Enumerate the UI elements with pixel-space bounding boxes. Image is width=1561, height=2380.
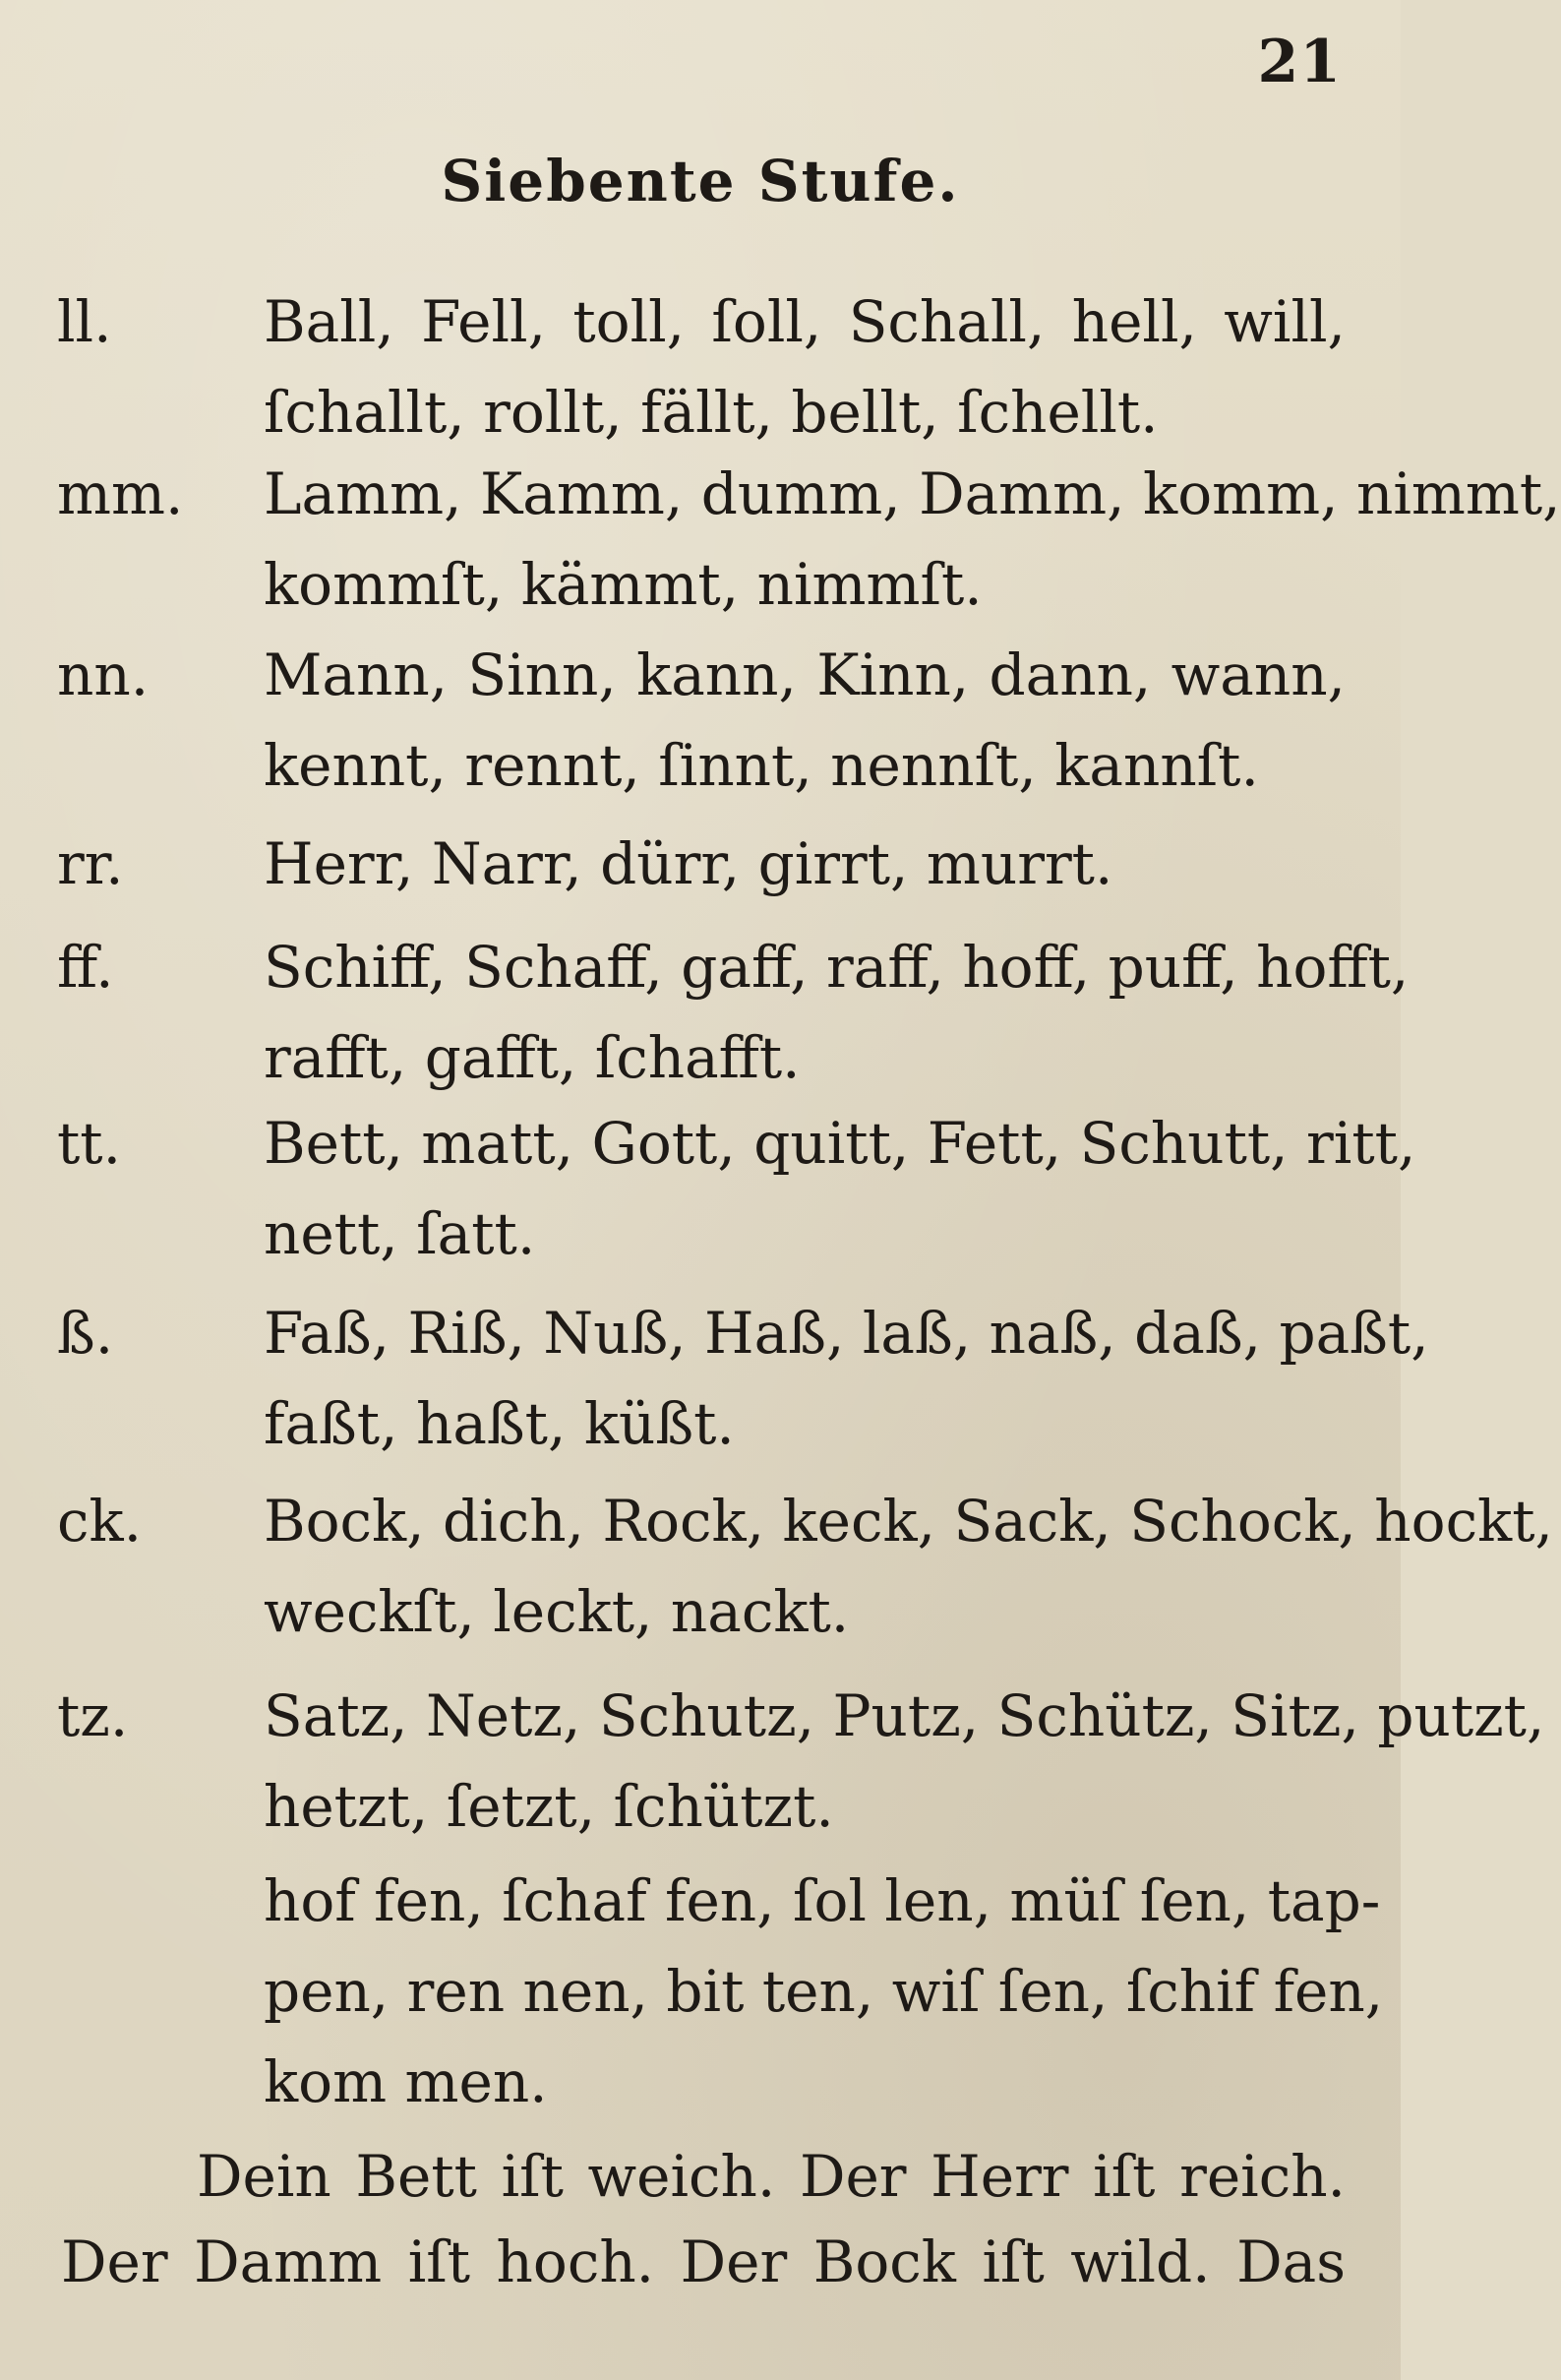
entry-line: Mann, Sinn, kann, Kinn, dann, wann, bbox=[264, 641, 1346, 708]
entry-label: ll. bbox=[57, 288, 112, 355]
entry-label: rr. bbox=[57, 830, 124, 897]
entry-label: tz. bbox=[57, 1682, 129, 1749]
entry-label: nn. bbox=[57, 641, 150, 708]
entry-line: faßt, haßt, küßt. bbox=[264, 1390, 735, 1457]
entry-label: mm. bbox=[57, 460, 184, 527]
section-heading: Siebente Stufe. bbox=[441, 148, 960, 214]
syllable-line: kom men. bbox=[264, 2048, 548, 2115]
entry-line: rafft, gafft, ſchafft. bbox=[264, 1024, 801, 1091]
entry-label: ß. bbox=[57, 1300, 114, 1367]
entry-line: Schiff, Schaff, gaff, raff, hoff, puff, hofft, bbox=[264, 934, 1410, 1001]
entry-label: ck. bbox=[57, 1488, 143, 1555]
entry-line: Lamm, Kamm, dumm, Damm, komm, nimmt, bbox=[264, 460, 1561, 527]
entry-line: hetzt, ſetzt, ſchützt. bbox=[264, 1773, 834, 1840]
entry-line: nett, ſatt. bbox=[264, 1200, 536, 1267]
entry-line: Ball, Fell, toll, ſoll, Schall, hell, will, bbox=[264, 288, 1346, 355]
entry-line: Bett, matt, Gott, quitt, Fett, Schutt, ritt, bbox=[264, 1110, 1416, 1177]
sentence-line: Dein Bett iſt weich. Der Herr iſt reich. bbox=[197, 2143, 1346, 2210]
page-number: 21 bbox=[1257, 28, 1342, 96]
syllable-line: hof fen, ſchaf fen, ſol len, müſ ſen, tap- bbox=[264, 1867, 1381, 1934]
entry-line: Bock, dich, Rock, keck, Sack, Schock, hockt, bbox=[264, 1488, 1553, 1555]
syllable-line: pen, ren nen, bit ten, wiſ ſen, ſchif fen, bbox=[264, 1958, 1384, 2025]
entry-line: ſchallt, rollt, fällt, bellt, ſchellt. bbox=[264, 379, 1159, 446]
entry-line: weckſt, leckt, nackt. bbox=[264, 1578, 850, 1645]
entry-line: Herr, Narr, dürr, girrt, murrt. bbox=[264, 830, 1113, 897]
entry-line: kommſt, kämmt, nimmſt. bbox=[264, 551, 983, 618]
entry-line: Satz, Netz, Schutz, Putz, Schütz, Sitz, putzt, bbox=[264, 1682, 1545, 1749]
entry-label: ff. bbox=[57, 934, 114, 1001]
entry-label: tt. bbox=[57, 1110, 122, 1177]
entry-line: kennt, rennt, ſinnt, nennſt, kannſt. bbox=[264, 732, 1259, 799]
sentence-line: Der Damm iſt hoch. Der Bock iſt wild. Das bbox=[61, 2228, 1346, 2295]
entry-line: Faß, Riß, Nuß, Haß, laß, naß, daß, paßt, bbox=[264, 1300, 1429, 1367]
